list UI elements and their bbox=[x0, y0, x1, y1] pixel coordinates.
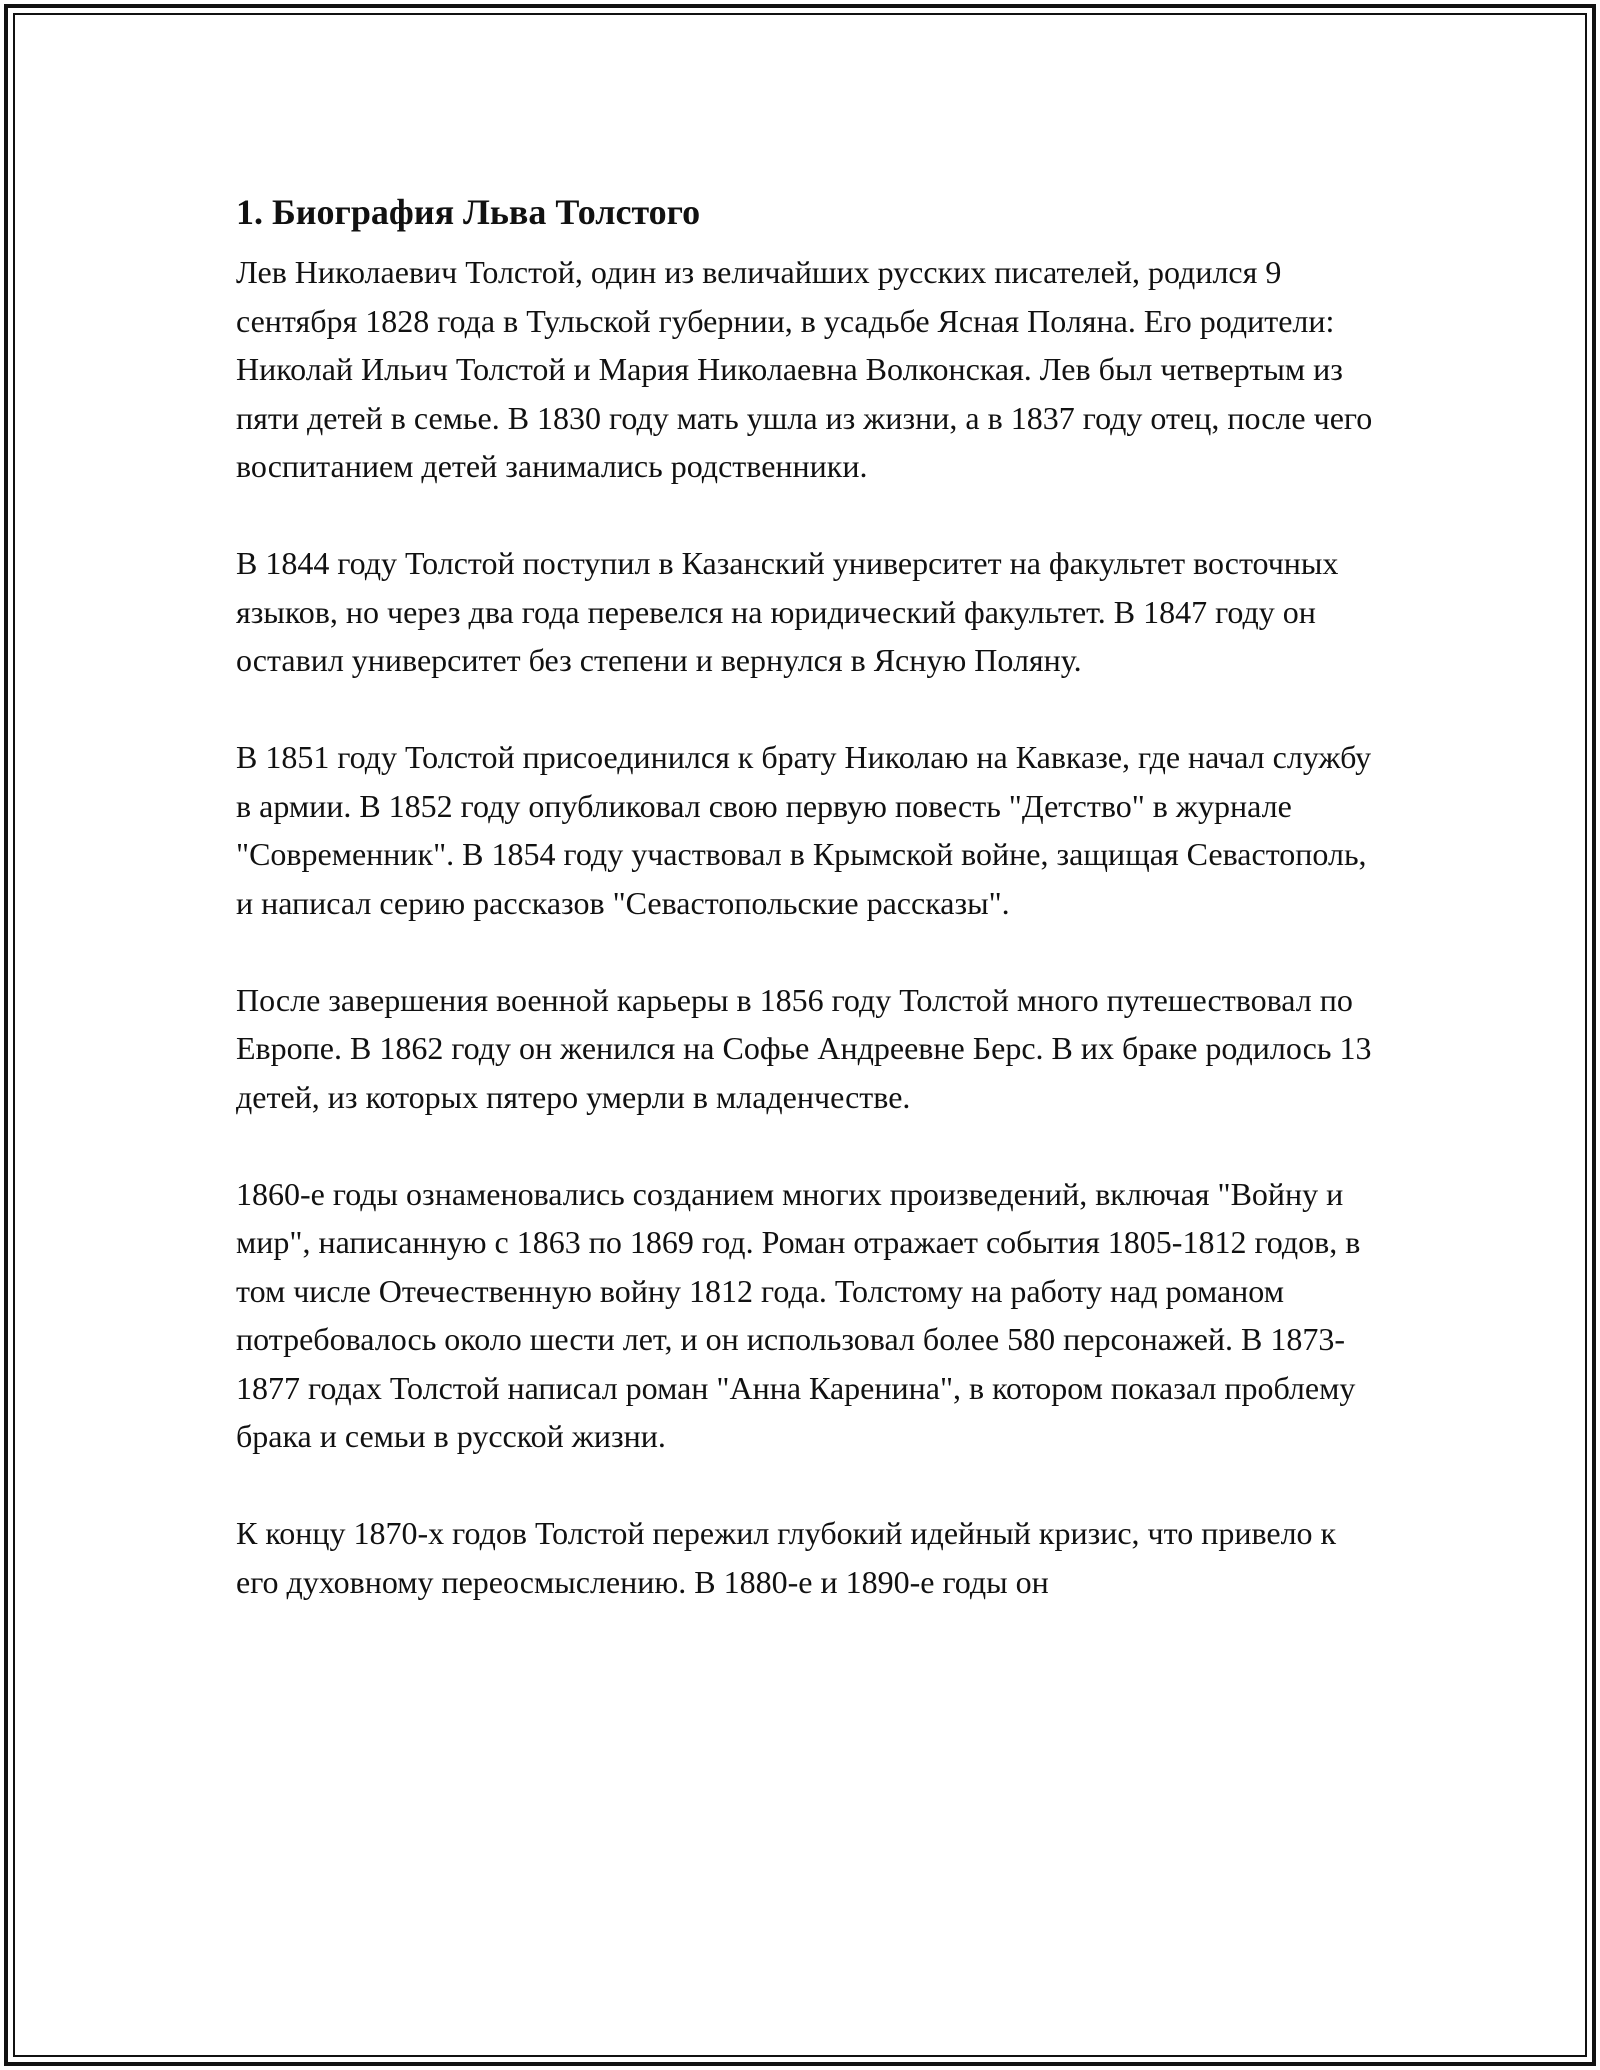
paragraph-marriage: После завершения военной карьеры в 1856 году Толстой много путешествовал по Европе. В 1862 году он женился на Софье Андреевне Берс. В их браке родилось 13 детей, из которых пятеро умерли в младенчестве. bbox=[236, 981, 1372, 1115]
paragraph-major-works: 1860-е годы ознаменовались созданием многих произведений, включая "Войну и мир", написанную с 1863 по 1869 год. Роман отражает события 1805-1812 годов, в том числе Отечественную войну 1812 года. Толстому на работу над романом потребовалось около шести лет, и он использовал более 580 персонажей. В 1873-1877 годах Толстой написал роман "Анна Каренина", в котором показал проблему брака и семьи в русской жизни. bbox=[236, 1175, 1361, 1454]
paragraph-early-life: Лев Николаевич Толстой, один из величайших русских писателей, родился 9 сентября 1828 года в Тульской губернии, в усадьбе Ясная Поляна. Его родители: Николай Ильич Толстой и Мария Николаевна Волконская. Лев был четвертым из пяти детей в семье. В 1830 году мать ушла из жизни, а в 1837 году отец, после чего воспитанием детей занимались родственники. bbox=[236, 254, 1373, 484]
document-content bbox=[236, 188, 1386, 1606]
paragraph-university: В 1844 году Толстой поступил в Казанский университет на факультет восточных языков, но через два года перевелся на юридический факультет. В 1847 году он оставил университет без степени и вернулся в Ясную Поляну. bbox=[236, 545, 1339, 678]
paragraph-military: В 1851 году Толстой присоединился к брату Николаю на Кавказе, где начал службу в армии. В 1852 году опубликовал свою первую повесть "Детство" в журнале "Современник". В 1854 году участвовал в Крымской войне, защищая Севастополь, и написал серию рассказов "Севастопольские рассказы". bbox=[236, 739, 1372, 921]
paragraph-crisis: К концу 1870-х годов Толстой пережил глубокий идейный кризис, что привело к его духовному переосмыслению. В 1880-е и 1890-е годы он bbox=[236, 1515, 1337, 1600]
section-heading: 1. Биография Льва Толстого bbox=[236, 192, 701, 232]
